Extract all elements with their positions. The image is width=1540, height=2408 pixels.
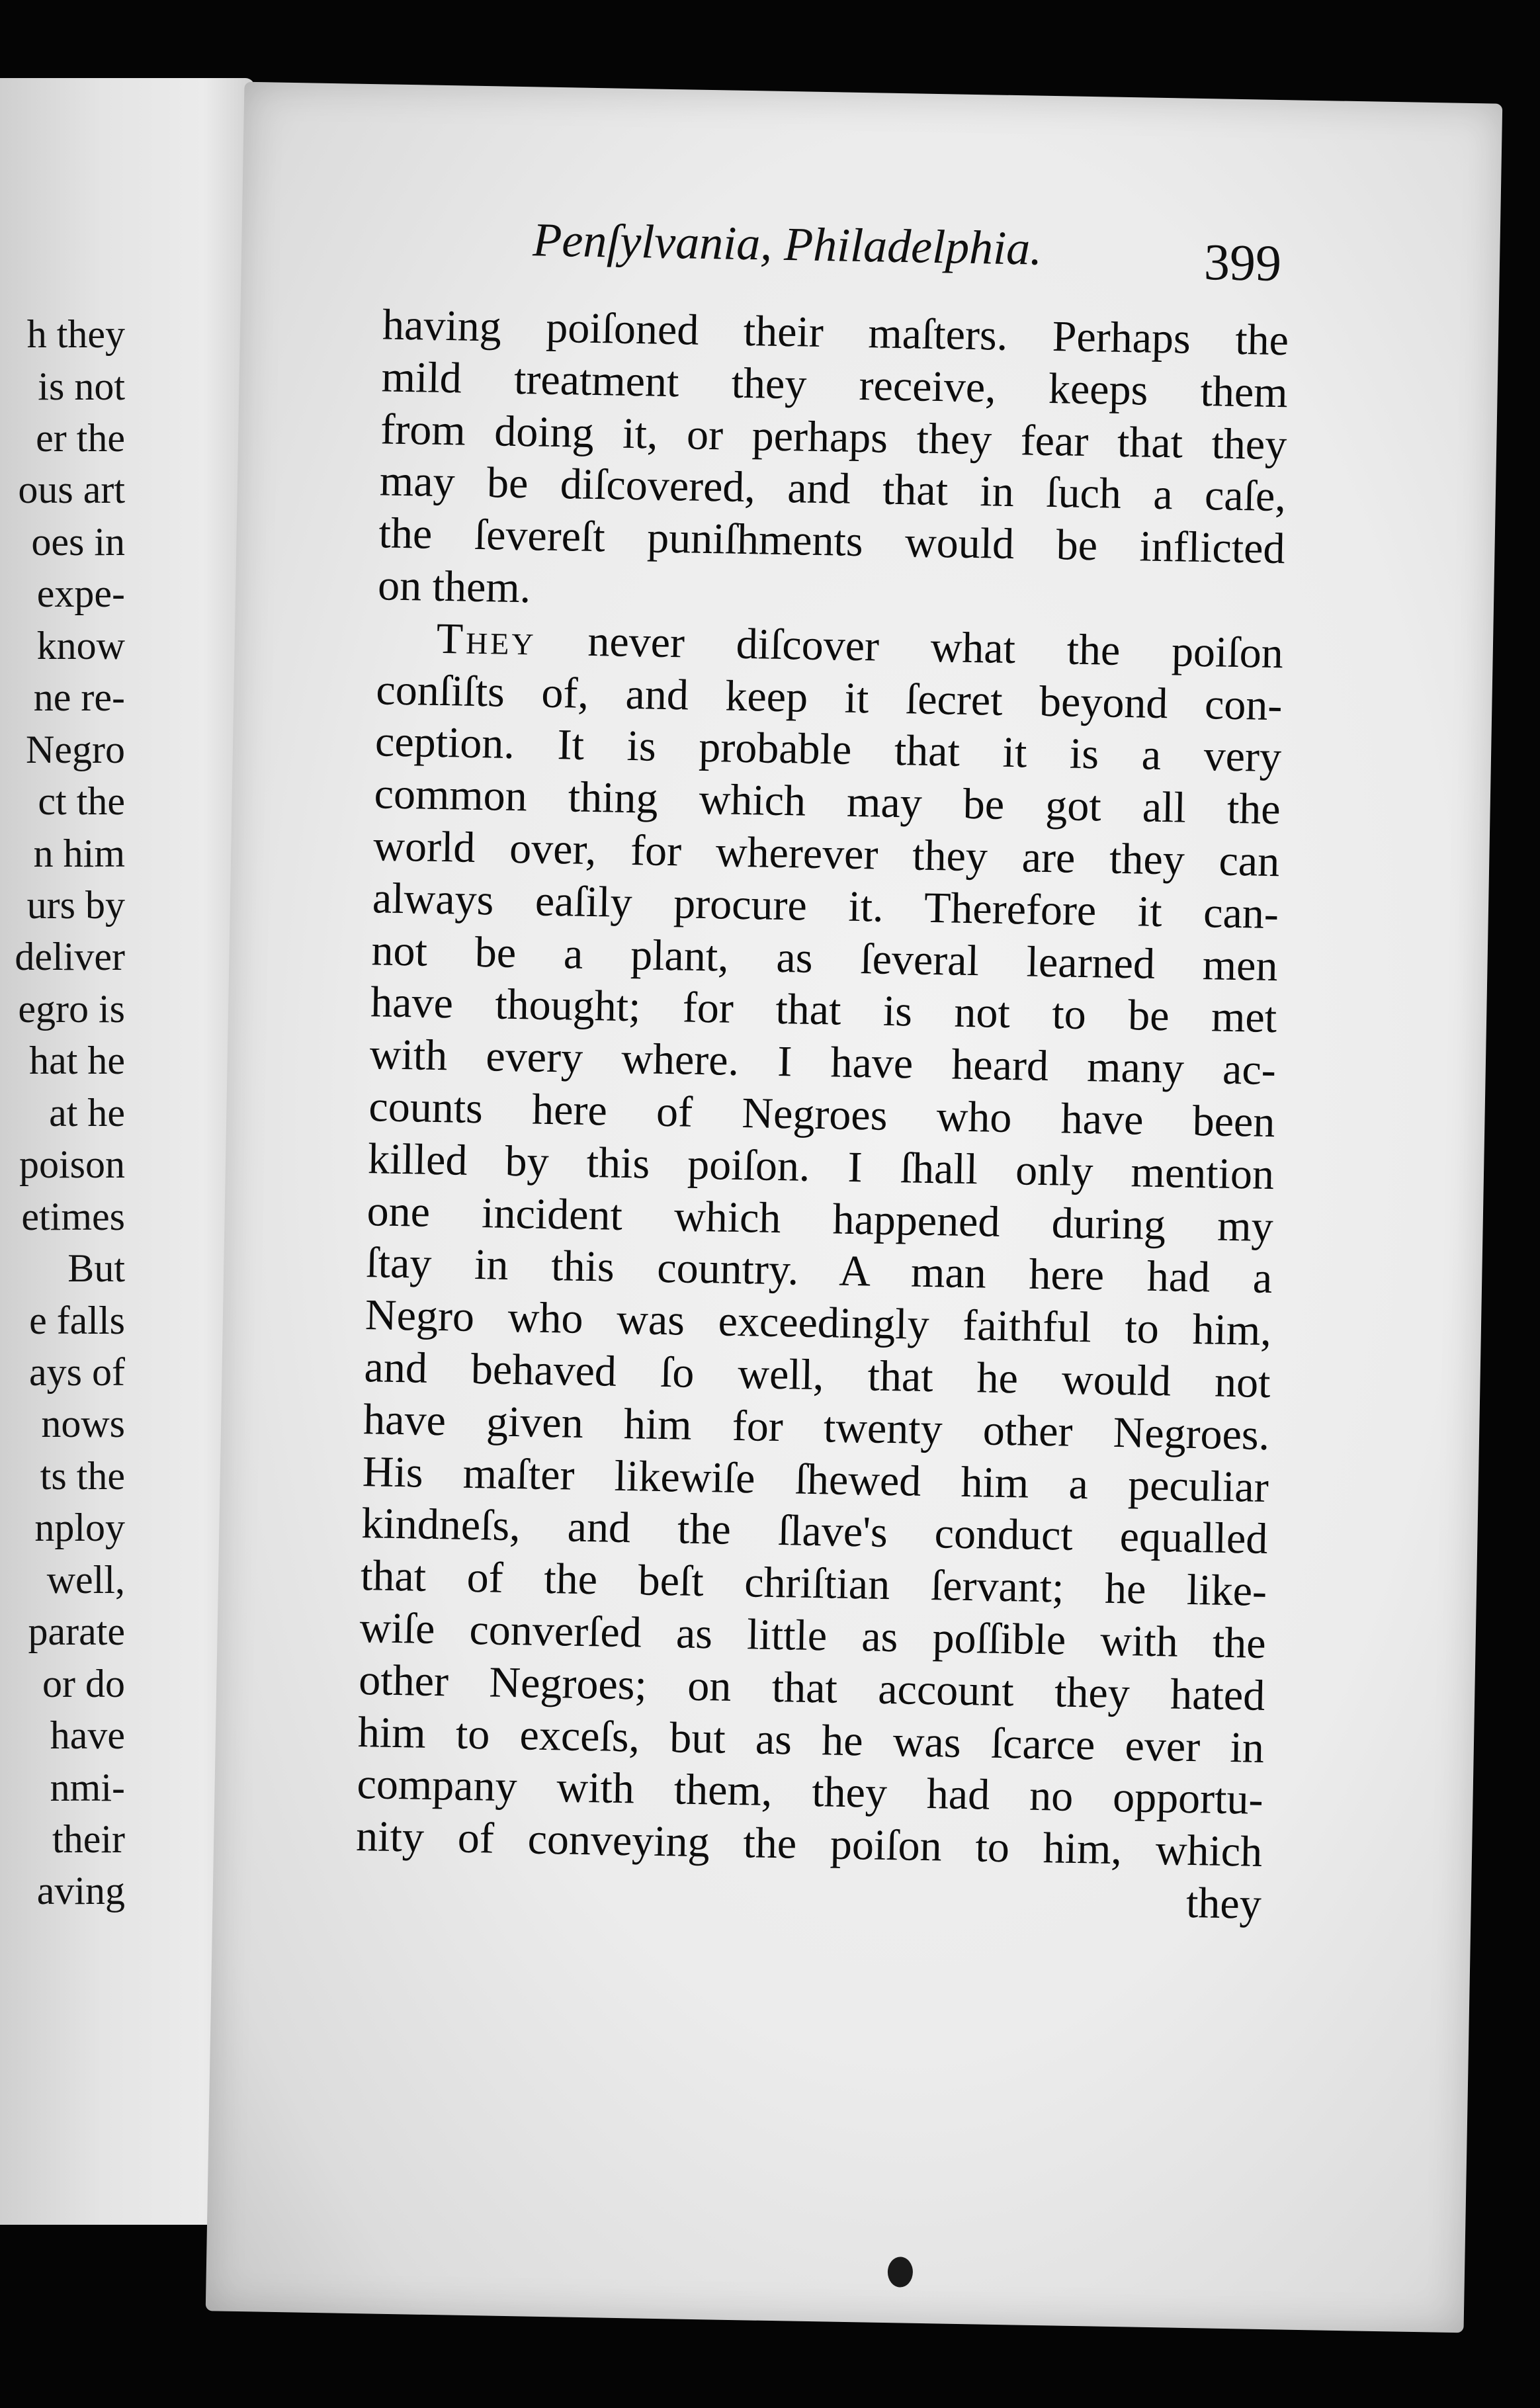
left-line: egro is — [18, 987, 125, 1031]
left-line: ne re- — [33, 675, 125, 719]
ink-blot — [888, 2257, 914, 2288]
left-line: their — [52, 1817, 125, 1861]
text-line: ſtay in this country. A man here had a — [365, 1238, 1273, 1303]
text-line: have thought; for that is not to be met — [370, 978, 1277, 1043]
text-line: may be diſcovered, and that in ſuch a caſe, — [379, 456, 1287, 521]
text-line: always eaſily procure it. Therefore it can- — [372, 873, 1279, 938]
left-line: have — [50, 1713, 125, 1757]
left-line: or do — [42, 1662, 125, 1705]
body-text — [355, 299, 1289, 1930]
left-line: er the — [36, 416, 125, 460]
right-page — [206, 82, 1503, 2333]
left-line: etimes — [21, 1195, 125, 1238]
text-line: that of the beſt chriſtian ſervant; he like- — [360, 1551, 1267, 1616]
left-line: e falls — [29, 1299, 125, 1342]
text-line: His maſter likewiſe ſhewed him a peculiar — [362, 1447, 1269, 1512]
left-line: know — [36, 624, 125, 667]
left-line: h they — [26, 312, 125, 356]
text-line: mild treatment they receive, keeps them — [381, 353, 1289, 417]
left-line: ous art — [18, 468, 125, 511]
left-line: well, — [46, 1558, 125, 1602]
text-line: counts here of Negroes who have been — [368, 1082, 1275, 1147]
left-line: Negro — [26, 728, 125, 771]
text-line: from doing it, or perhaps they fear that they — [380, 404, 1287, 469]
left-line: deliver — [15, 935, 125, 978]
text-line: other Negroes; on that account they hated — [358, 1655, 1265, 1720]
left-line: nows — [41, 1402, 125, 1445]
text-line: and behaved ſo well, that he would not — [364, 1343, 1271, 1407]
text-line: company with them, they had no opportu- — [357, 1760, 1264, 1825]
text-line: wiſe converſed as little as poſſible with the — [359, 1603, 1267, 1668]
left-line: at he — [49, 1091, 125, 1135]
left-line: hat he — [29, 1039, 125, 1082]
left-line: poison — [19, 1142, 125, 1186]
left-line: But — [67, 1246, 125, 1290]
text-line: him to exceſs, but as he was ſcarce ever in — [357, 1707, 1265, 1772]
page-number: 399 — [1203, 233, 1282, 292]
paragraph-lead-word: They — [436, 614, 537, 665]
text-line: ception. It is probable that it is a very — [374, 717, 1282, 782]
text-line: kindneſs, and the ſlave's conduct equalled — [361, 1499, 1268, 1564]
text-line: the ſevereſt puniſhments would be inflicted — [378, 509, 1286, 574]
left-line: ts the — [40, 1454, 125, 1498]
text-line: nity of conveying the poiſon to him, which — [355, 1812, 1263, 1877]
text-line: Negro who was exceedingly faithful to him, — [364, 1291, 1272, 1355]
catchword: they — [1185, 1878, 1262, 1928]
left-line: is not — [38, 365, 125, 408]
text-line: world over, for wherever they are they can — [372, 822, 1280, 886]
left-line: urs by — [26, 883, 125, 927]
left-line: ct the — [38, 779, 125, 823]
left-line: n him — [33, 832, 125, 875]
text-line: with every where. I have heard many ac- — [369, 1030, 1277, 1095]
text-line: having poiſoned their maſters. Perhaps the — [382, 300, 1289, 365]
left-line: nploy — [34, 1506, 125, 1549]
text-line: not be a plant, as ſeveral learned men — [371, 925, 1279, 990]
left-line: oes in — [31, 520, 125, 564]
text-line: conſiſts of, and keep it ſecret beyond con- — [375, 665, 1283, 730]
running-head — [241, 208, 1500, 309]
text-line: common thing which may be got all the — [374, 769, 1281, 834]
left-line: ays of — [29, 1350, 125, 1394]
running-title: Penſylvania, Philadelphia. — [532, 213, 1043, 275]
text-line: on them. — [377, 561, 531, 613]
text-line: have given him for twenty other Negroes. — [363, 1395, 1270, 1459]
left-line: aving — [36, 1869, 125, 1913]
text-line: killed by this poiſon. I ſhall only mention — [367, 1134, 1275, 1199]
left-line: parate — [28, 1610, 125, 1653]
left-line: nmi- — [50, 1766, 125, 1809]
left-line: expe- — [36, 572, 125, 615]
text-line-rest: never diſcover what the poiſon — [587, 617, 1284, 677]
text-line: one incident which happened during my — [366, 1186, 1274, 1251]
